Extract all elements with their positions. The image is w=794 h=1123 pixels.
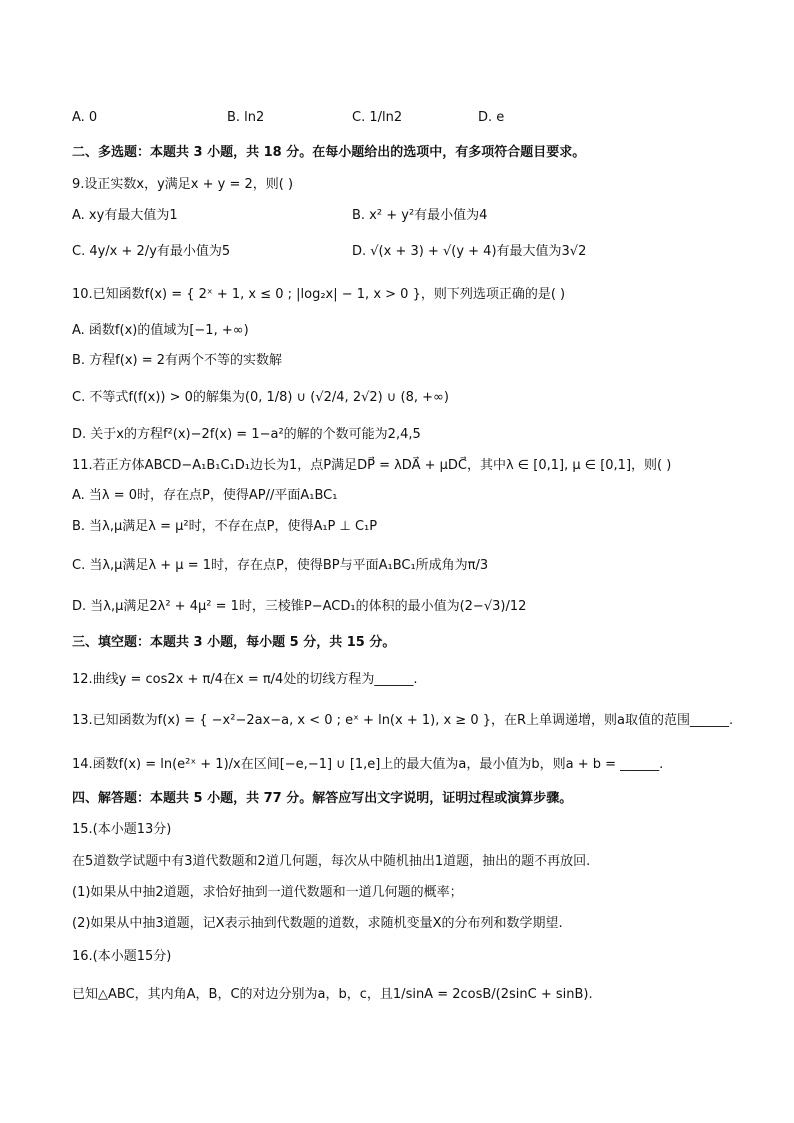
- q8-option-a: A. 0: [72, 110, 98, 125]
- q11-option-b: B. 当λ,μ满足λ = μ²时，不存在点P，使得A₁P ⊥ C₁P: [72, 519, 378, 534]
- q11-option-d: D. 当λ,μ满足2λ² + 4μ² = 1时，三棱锥P−ACD₁的体积的最小值为(2−√3)/12: [72, 599, 527, 614]
- q10-option-b: B. 方程f(x) = 2有两个不等的实数解: [72, 353, 283, 368]
- section-4-header: 四、解答题：本题共 5 小题，共 77 分。解答应写出文字说明，证明过程或演算步骤。: [72, 791, 573, 806]
- q11-option-c: C. 当λ,μ满足λ + μ = 1时，存在点P，使得BP与平面A₁BC₁所成角为π/3: [72, 558, 489, 573]
- q8-option-c: C. 1/ln2: [352, 110, 403, 125]
- q8-option-b: B. ln2: [227, 110, 265, 125]
- q14-stem: 14.函数f(x) = ln(e²ˣ + 1)/x在区间[−e,−1] ∪ [1,e]上的最大值为a，最小值为b，则a + b = ______.: [72, 757, 664, 772]
- q12-stem: 12.曲线y = cos2x + π/4在x = π/4处的切线方程为______.: [72, 672, 418, 687]
- q10-option-c: C. 不等式f(f(x)) > 0的解集为(0, 1/8) ∪ (√2/4, 2√2) ∪ (8, +∞): [72, 390, 449, 405]
- q16-stem: 已知△ABC，其内角A，B，C的对边分别为a，b，c，且1/sinA = 2cosB/(2sinC + sinB).: [72, 987, 593, 1002]
- section-3-header: 三、填空题：本题共 3 小题，每小题 5 分，共 15 分。: [72, 635, 396, 650]
- q9-option-c: C. 4y/x + 2/y有最小值为5: [72, 244, 231, 259]
- q9-option-a: A. xy有最大值为1: [72, 208, 178, 223]
- q15-part-2: (2)如果从中抽3道题，记X表示抽到代数题的道数，求随机变量X的分布列和数学期望.: [72, 916, 563, 931]
- q9-stem: 9.设正实数x，y满足x + y = 2，则( ): [72, 177, 294, 192]
- q9-option-b: B. x² + y²有最小值为4: [352, 208, 488, 223]
- q10-stem: 10.已知函数f(x) = { 2ˣ + 1, x ≤ 0 ; |log₂x| − 1, x > 0 }，则下列选项正确的是( ): [72, 287, 566, 302]
- section-2-header: 二、多选题：本题共 3 小题，共 18 分。在每小题给出的选项中，有多项符合题目要求。: [72, 145, 586, 160]
- q15-stem: 在5道数学试题中有3道代数题和2道几何题，每次从中随机抽出1道题，抽出的题不再放回.: [72, 854, 591, 869]
- q8-option-d: D. e: [478, 110, 505, 125]
- q10-option-a: A. 函数f(x)的值域为[−1, +∞): [72, 323, 249, 338]
- q13-stem: 13.已知函数为f(x) = { −x²−2ax−a, x < 0 ; eˣ + ln(x + 1), x ≥ 0 }，在R上单调递增，则a取值的范围______.: [72, 713, 734, 728]
- q11-option-a: A. 当λ = 0时，存在点P，使得AP//平面A₁BC₁: [72, 488, 338, 503]
- q11-stem: 11.若正方体ABCD−A₁B₁C₁D₁边长为1，点P满足DP⃗ = λDA⃗ + μDC⃗，其中λ ∈ [0,1], μ ∈ [0,1]，则( ): [72, 458, 672, 473]
- q9-option-d: D. √(x + 3) + √(y + 4)有最大值为3√2: [352, 244, 587, 259]
- q15-part-1: (1)如果从中抽2道题，求恰好抽到一道代数题和一道几何题的概率；: [72, 885, 463, 900]
- q10-option-d: D. 关于x的方程f²(x)−2f(x) = 1−a²的解的个数可能为2,4,5: [72, 427, 421, 442]
- q15-title: 15.(本小题13分): [72, 822, 172, 837]
- q16-title: 16.(本小题15分): [72, 949, 172, 964]
